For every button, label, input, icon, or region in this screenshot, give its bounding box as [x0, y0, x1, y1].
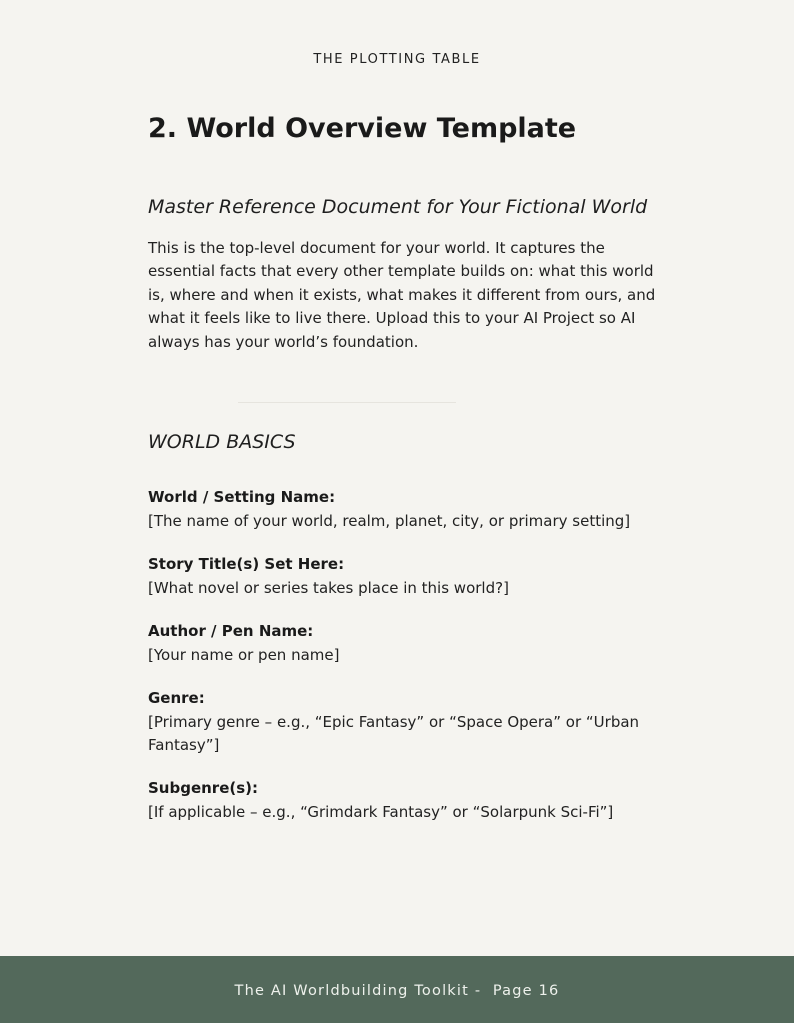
footer-page-number: Page 16	[492, 983, 560, 999]
field-value: [Your name or pen name]	[148, 645, 340, 664]
page-footer	[0, 956, 794, 1023]
field-label: World / Setting Name:	[148, 488, 336, 506]
footer-book-title: The AI Worldbuilding Toolkit	[234, 983, 470, 999]
footer-text	[0, 983, 794, 999]
field-story-titles	[148, 553, 658, 600]
field-world-setting-name	[148, 486, 658, 533]
field-label: Author / Pen Name:	[148, 622, 314, 640]
field-label: Subgenre(s):	[148, 779, 259, 797]
field-value: [The name of your world, realm, planet, city, or primary setting]	[148, 511, 631, 530]
running-head: THE PLOTTING TABLE	[313, 52, 481, 67]
footer-separator: -	[469, 983, 493, 999]
field-value: [What novel or series takes place in this world?]	[148, 578, 509, 597]
field-value: [Primary genre – e.g., “Epic Fantasy” or “Space Opera” or “Urban Fantasy”]	[148, 712, 640, 754]
field-value: [If applicable – e.g., “Grimdark Fantasy” or “Solarpunk Sci-Fi”]	[148, 802, 614, 821]
field-label: Story Title(s) Set Here:	[148, 555, 345, 573]
field-author-pen-name	[148, 620, 658, 667]
intro-paragraph: This is the top-level document for your world. It captures the essential facts that every other template builds on: what this world is, where and when it exists, what makes it different from ours, and what it feels like to live there. Upload this to your AI Project so AI always has your world’s foundation.	[148, 239, 656, 351]
page-title: 2. World Overview Template	[148, 113, 577, 144]
section-divider	[238, 402, 456, 403]
field-label: Genre:	[148, 689, 205, 707]
section-heading-world-basics: WORLD BASICS	[148, 431, 296, 453]
field-genre	[148, 687, 658, 758]
page-subtitle: Master Reference Document for Your Fictional World	[148, 196, 648, 218]
field-subgenres	[148, 777, 658, 824]
